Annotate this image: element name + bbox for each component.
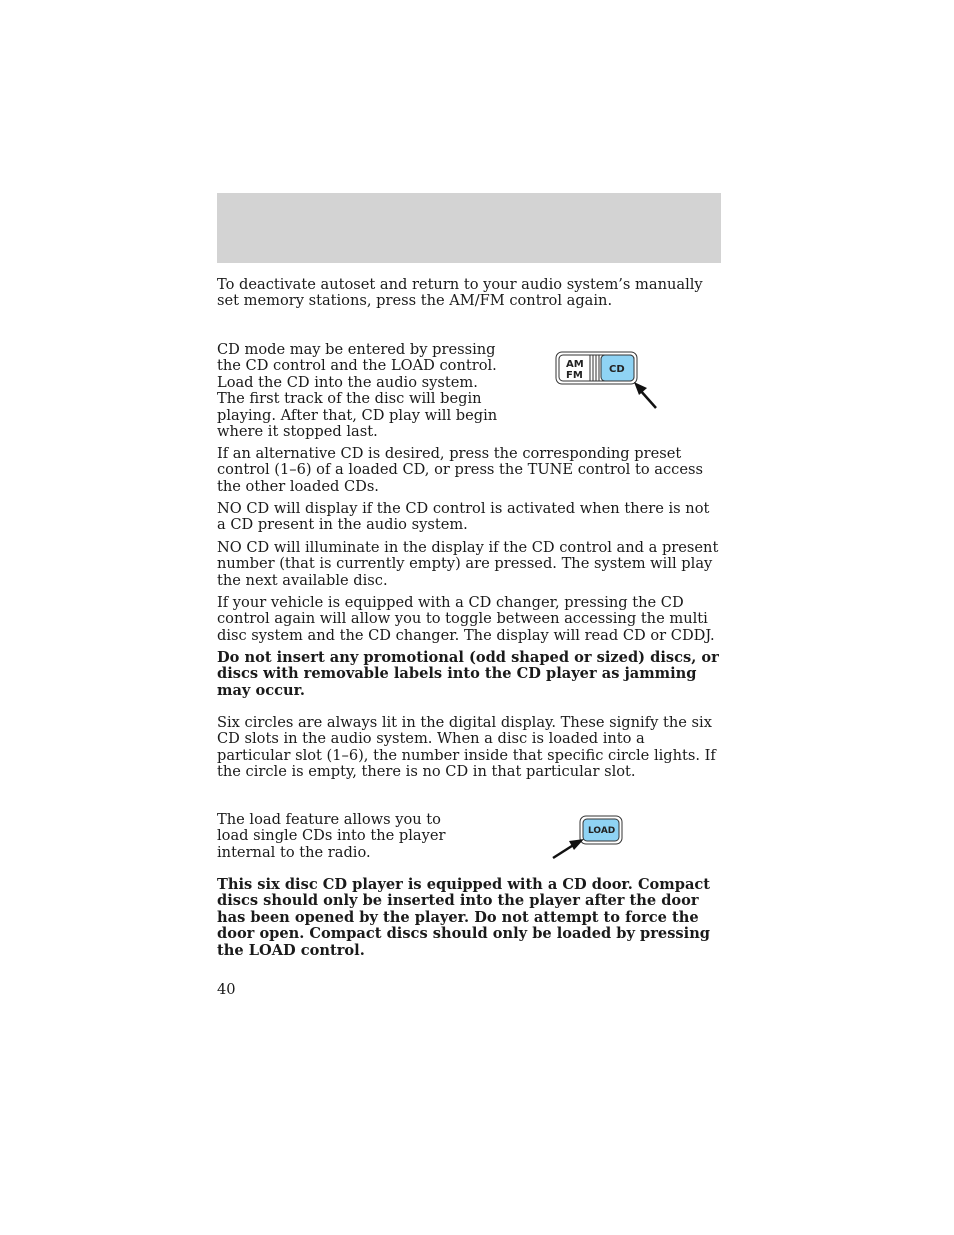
load-label: LOAD xyxy=(588,826,616,836)
paragraph-autoset-off: To deactivate autoset and return to your audio system’s manually set memory stations, press the AM/FM control again. xyxy=(217,276,703,310)
paragraph-cd-mode: CD mode may be entered by pressing the CD control and the LOAD control. Load the CD into the audio system. The first track of the disc will begin playing. After that, CD play will begin where it stopped last. xyxy=(217,341,498,441)
arrow-line xyxy=(553,844,575,858)
section-header-band xyxy=(217,193,721,263)
load-control-figure xyxy=(548,812,628,862)
paragraph-load-feature: The load feature allows you to load single CDs into the player internal to the radio. xyxy=(217,811,446,861)
arrow-line xyxy=(640,390,656,408)
arrow-head xyxy=(634,382,647,395)
paragraph-alternative-cd: If an alternative CD is desired, press the corresponding preset control (1–6) of a loaded CD, or press the TUNE control to access the other loaded CDs. xyxy=(217,445,703,495)
paragraph-no-cd-illuminate: NO CD will illuminate in the display if the CD control and a present number (that is currently empty) are pressed. The system will play the next available disc. xyxy=(217,539,719,589)
fm-label: FM xyxy=(566,370,583,381)
paragraph-six-circles: Six circles are always lit in the digital display. These signify the six CD slots in the audio system. When a disc is loaded into a particular slot (1–6), the number inside that specific circle lights. If the circle is empty, there is no CD in that particular slot. xyxy=(217,714,716,781)
paragraph-no-cd-display: NO CD will display if the CD control is activated when there is not a CD present in the audio system. xyxy=(217,500,710,534)
cd-label: CD xyxy=(609,364,625,375)
arrow-head xyxy=(569,839,584,850)
page-number: 40 xyxy=(217,981,236,998)
paragraph-cd-changer: If your vehicle is equipped with a CD changer, pressing the CD control again will allow you to toggle between accessing the multi disc system and the CD changer. The display will read CD or CDDJ. xyxy=(217,594,715,644)
am-label: AM xyxy=(566,359,584,370)
warning-cd-door: This six disc CD player is equipped with a CD door. Compact discs should only be inserted into the player after the door has been opened by the player. Do not attempt to force the door open. Compact discs should only be loaded by pressing the LOAD control. xyxy=(217,876,711,959)
warning-promotional-discs: Do not insert any promotional (odd shaped or sized) discs, or discs with removable labels into the CD player as jamming may occur. xyxy=(217,649,719,699)
amfm-cd-control-figure xyxy=(552,350,662,412)
